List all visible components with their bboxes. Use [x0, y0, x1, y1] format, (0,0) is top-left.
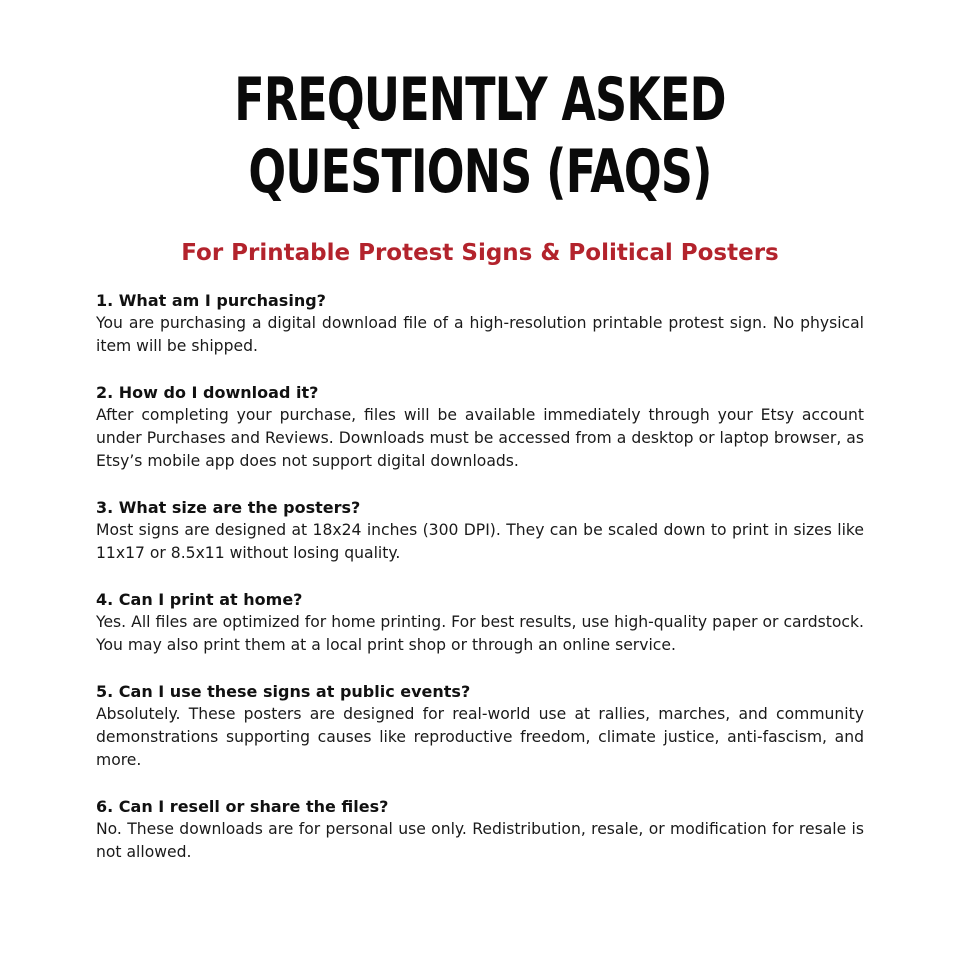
- page-subtitle: For Printable Protest Signs & Political Posters: [181, 240, 779, 266]
- faq-answer: No. These downloads are for personal use only. Redistribution, resale, or modification for resale is not allowed.: [96, 820, 864, 861]
- faq-question: 1. What am I purchasing?: [96, 291, 326, 310]
- faq-item-5: [96, 680, 864, 772]
- faq-item-2: [96, 381, 864, 473]
- title-line-2: QUESTIONS (FAQS): [248, 137, 712, 207]
- faq-item-1: [96, 289, 864, 358]
- faq-answer: After completing your purchase, files will be available immediately through your Etsy account under Purchases and Reviews. Downloads must be accessed from a desktop or laptop browser, as Etsy’s mobile app does not support digital downloads.: [96, 406, 864, 470]
- faq-question: 6. Can I resell or share the files?: [96, 797, 389, 816]
- faq-item-4: [96, 588, 864, 657]
- faq-question: 5. Can I use these signs at public events?: [96, 682, 471, 701]
- faq-answer: Most signs are designed at 18x24 inches (300 DPI). They can be scaled down to print in sizes like 11x17 or 8.5x11 without losing quality.: [96, 521, 864, 562]
- faq-answer: You are purchasing a digital download file of a high-resolution printable protest sign. No physical item will be shipped.: [96, 314, 864, 355]
- faq-question: 4. Can I print at home?: [96, 590, 303, 609]
- faq-item-6: [96, 795, 864, 864]
- faq-question: 2. How do I download it?: [96, 383, 319, 402]
- faq-answer: Yes. All files are optimized for home printing. For best results, use high-quality paper or cardstock. You may also print them at a local print shop or through an online service.: [96, 613, 864, 654]
- faq-question: 3. What size are the posters?: [96, 498, 361, 517]
- faq-list: [96, 289, 864, 887]
- faq-answer: Absolutely. These posters are designed for real-world use at rallies, marches, and community demonstrations supporting causes like reproductive freedom, climate justice, anti-fascism, and more.: [96, 705, 864, 769]
- page-title: [125, 64, 835, 208]
- faq-item-3: [96, 496, 864, 565]
- title-line-1: FREQUENTLY ASKED: [234, 65, 726, 135]
